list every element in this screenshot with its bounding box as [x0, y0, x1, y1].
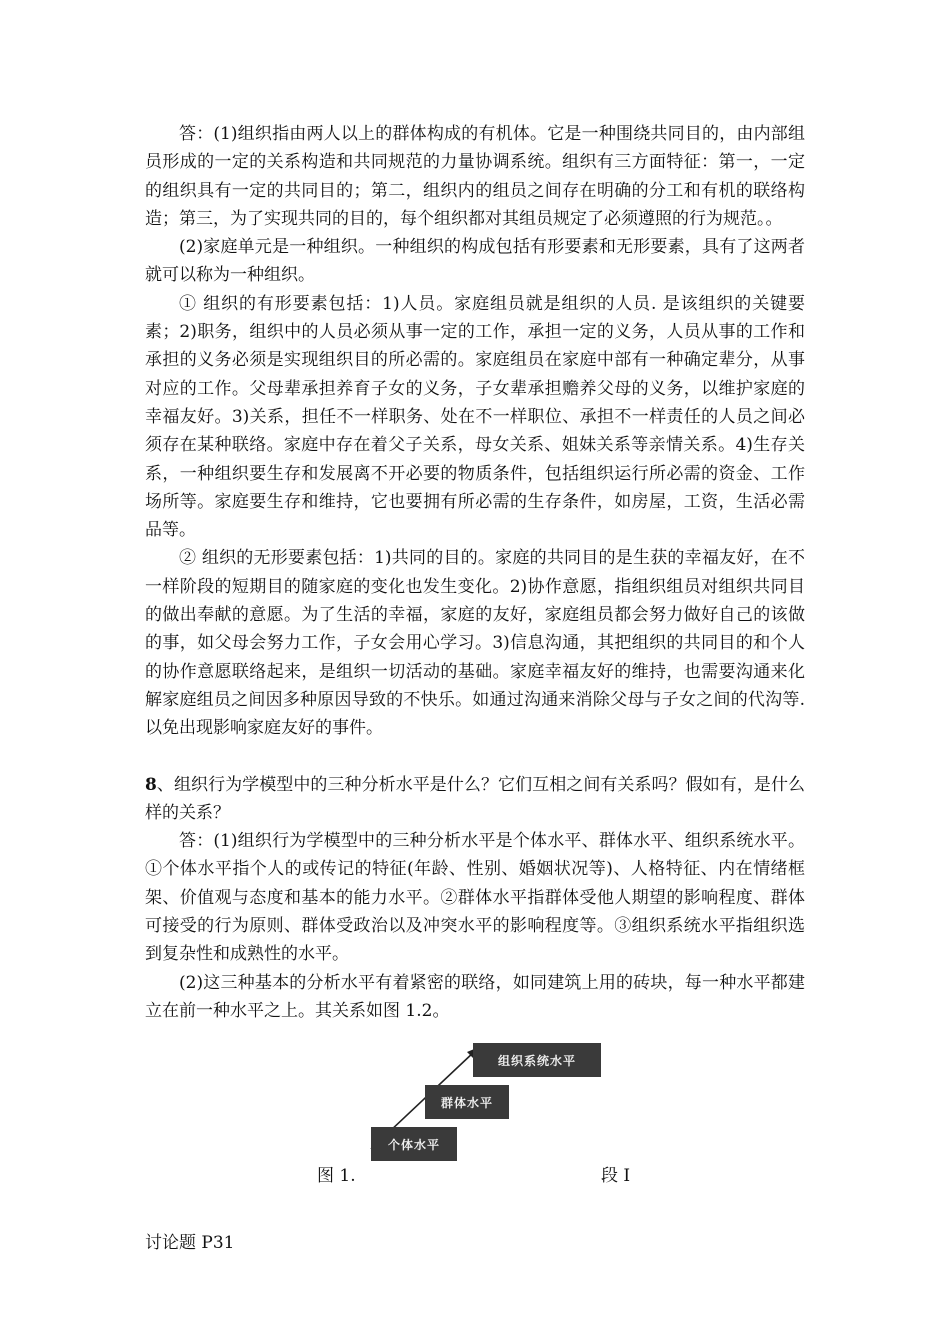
question-8 [145, 771, 805, 828]
paragraph-spacer [145, 1197, 805, 1225]
intangible-elements-paragraph: ② 组织的无形要素包括：1)共同的目的。家庭的共同目的是生获的幸福友好，在不一样阶段的短期目的随家庭的变化也发生变化。2)协作意愿，指组织组员对组织共同目的做出奉献的意愿。为了生活的幸福，家庭的友好，家庭组员都会努力做好自己的该做的事，如父母会努力工作，子女会用心学习。3)信息沟通，其把组织的共同目的和个人的协作意愿联络起来，是组织一切活动的基础。家庭幸福友好的维持，也需要沟通来化解家庭组员之间因多种原因导致的不快乐。如通过沟通来消除父母与子女之间的代沟等. 以免出现影响家庭友好的事件。 [145, 548, 805, 739]
paragraph-spacer [145, 743, 805, 771]
discussion-heading: 讨论题 P31 [145, 1233, 235, 1254]
individual-level-box: 个体水平 [371, 1127, 457, 1161]
answer-8-paragraph-2: (2)这三种基本的分析水平有着紧密的联络，如同建筑上用的砖块，每一种水平都建立在前一种水平之上。其关系如图 1.2。 [145, 972, 805, 1021]
figure-caption: 图 1. [317, 1166, 356, 1187]
answer-paragraph-2: (2)家庭单元是一种组织。一种组织的构成包括有形要素和无形要素，具有了这两者就可以称为一种组织。 [145, 237, 805, 286]
tangible-elements-paragraph: ① 组织的有形要素包括：1)人员。家庭组员就是组织的人员. 是该组织的关键要素；2)职务，组织中的人员必须从事一定的工作，承担一定的义务，人员从事的工作和承担的义务必须是实现组织目的所必需的。家庭组员在家庭中部有一种确定辈分，从事对应的工作。父母辈承担养育子女的义务，子女辈承担赡养父母的义务，以维护家庭的幸福友好。3)关系，担任不一样职务、处在不一样职位、承担不一样责任的人员之间必须存在某种联络。家庭中存在着父子关系，母女关系、姐妹关系等亲情关系。4)生存关系，一种组织要生存和发展离不开必要的物质条件，包括组织运行所必需的资金、工作场所等。家庭要生存和维持，它也要拥有所必需的生存条件，如房屋，工资，生活必需品等。 [145, 293, 805, 541]
figure-caption-fragment: 段 I [601, 1166, 631, 1187]
organization-level-box: 组织系统水平 [473, 1043, 601, 1077]
answer-8-paragraph-1: 答：(1)组织行为学模型中的三种分析水平是个体水平、群体水平、组织系统水平。①个体水平指个人的或传记的特征(年龄、性别、婚姻状况等)、人格特征、内在情绪框架、价值观与态度和基本的能力水平。②群体水平指群体受他人期望的影响程度、群体可接受的行为原则、群体受政治以及冲突水平的影响程度等。③组织系统水平指组织选到复杂性和成熟性的水平。 [145, 831, 805, 965]
group-level-box: 群体水平 [425, 1085, 509, 1119]
question-number: 8 [145, 774, 157, 795]
levels-figure [145, 1037, 805, 1197]
document-page [145, 120, 805, 1258]
answer-paragraph-1: 答：(1)组织指由两人以上的群体构成的有机体。它是一种围绕共同目的，由内部组员形成的一定的关系构造和共同规范的力量协调系统。组织有三方面特征：第一，一定的组织具有一定的共同目的；第二，组织内的组员之间存在明确的分工和有机的联络构造；第三，为了实现共同的目的，每个组织都对其组员规定了必须遵照的行为规范。。 [145, 124, 805, 229]
question-text: 、组织行为学模型中的三种分析水平是什么？它们互相之间有关系吗？假如有，是什么样的关系？ [145, 774, 805, 823]
